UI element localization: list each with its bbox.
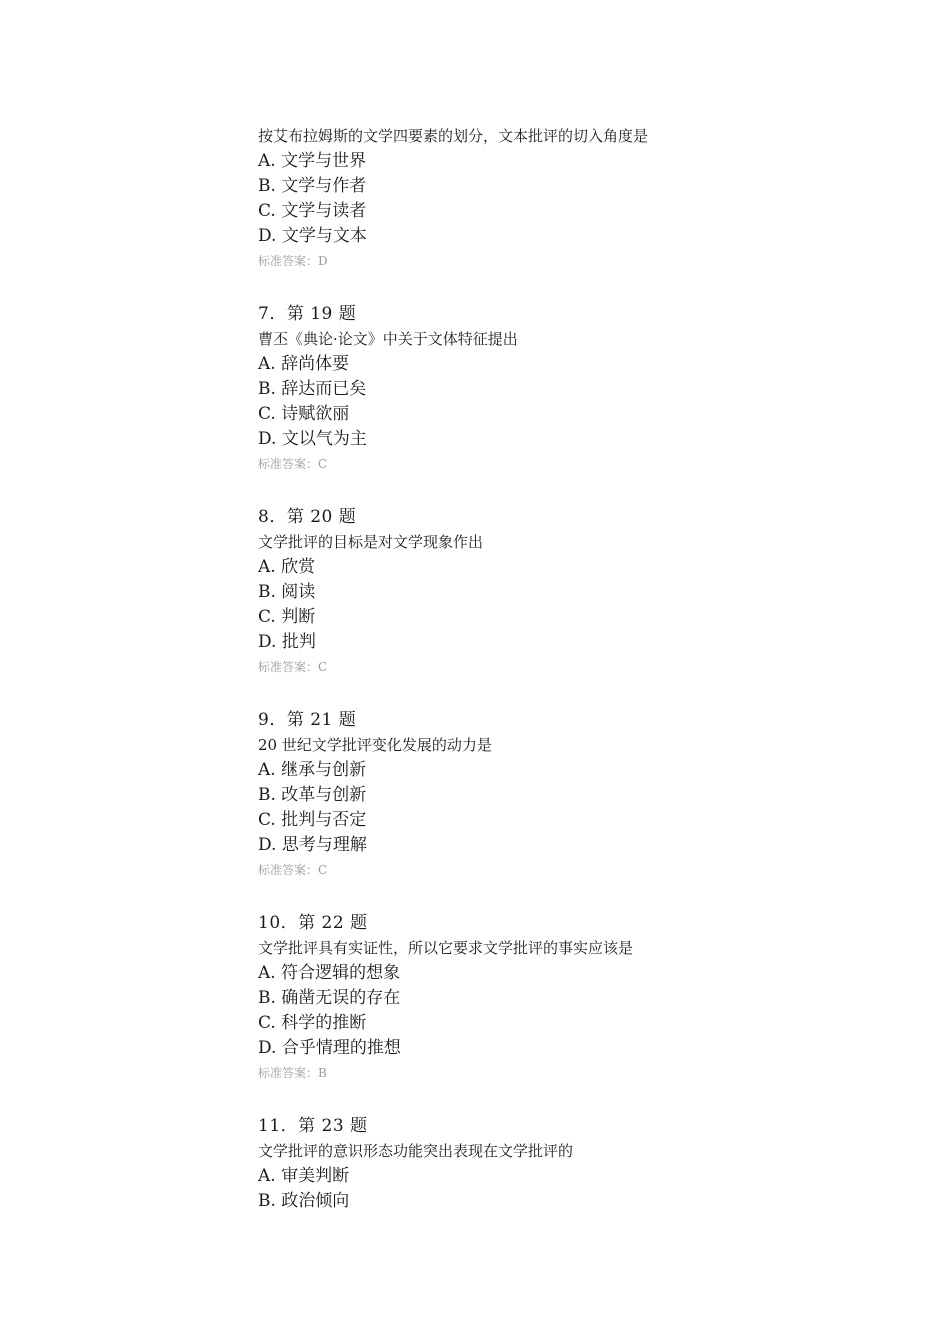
answer-label: 标准答案： [258,863,319,877]
question-block [258,124,898,274]
option-b: B. 确凿无误的存在 [258,988,401,1008]
question-stem: 文学批评的意识形态功能突出表现在文学批评的 [258,1142,574,1160]
option-b: B. 改革与创新 [258,785,367,805]
standard-answer [258,452,898,477]
question-stem: 文学批评的目标是对文学现象作出 [258,533,484,551]
option-a: A. 欣赏 [258,557,316,577]
option-a: A. 审美判断 [258,1166,350,1186]
option-d: D. 思考与理解 [258,835,367,855]
option-c: C. 科学的推断 [258,1013,367,1033]
option-a: A. 继承与创新 [258,760,367,780]
standard-answer [258,655,898,680]
question-stem: 文学批评具有实证性，所以它要求文学批评的事实应该是 [258,939,634,957]
standard-answer [258,1061,898,1086]
question-header: 7．第 19 题 [258,304,357,324]
option-c: C. 诗赋欲丽 [258,404,350,424]
option-d: D. 文以气为主 [258,429,367,449]
option-a: A. 符合逻辑的想象 [258,963,401,983]
option-c: C. 文学与读者 [258,201,367,221]
option-d: D. 文学与文本 [258,226,367,246]
option-d: D. 批判 [258,632,316,652]
question-block [258,911,898,1086]
option-d: D. 合乎情理的推想 [258,1038,401,1058]
answer-label: 标准答案： [258,254,319,268]
question-block [258,1114,898,1214]
question-block [258,708,898,883]
answer-label: 标准答案： [258,660,319,674]
answer-label: 标准答案： [258,457,319,471]
option-a: A. 文学与世界 [258,151,367,171]
answer-value: C [318,660,328,674]
option-b: B. 辞达而已矣 [258,379,367,399]
answer-value: B [318,1066,327,1080]
question-stem: 20 世纪文学批评变化发展的动力是 [258,736,492,754]
answer-label: 标准答案： [258,1066,319,1080]
question-header: 8．第 20 题 [258,507,357,527]
option-c: C. 判断 [258,607,316,627]
question-block [258,505,898,680]
option-a: A. 辞尚体要 [258,354,350,374]
question-stem: 按艾布拉姆斯的文学四要素的划分，文本批评的切入角度是 [258,127,649,145]
question-header: 9．第 21 题 [258,710,357,730]
question-header: 10．第 22 题 [258,913,368,933]
answer-value: C [318,457,328,471]
option-b: B. 阅读 [258,582,316,602]
standard-answer [258,858,898,883]
answer-value: C [318,863,328,877]
answer-value: D [318,254,328,268]
option-b: B. 政治倾向 [258,1191,350,1211]
question-header: 11．第 23 题 [258,1116,368,1136]
standard-answer [258,249,898,274]
question-block [258,302,898,477]
option-b: B. 文学与作者 [258,176,367,196]
option-c: C. 批判与否定 [258,810,367,830]
question-stem: 曹丕《典论·论文》中关于文体特征提出 [258,330,518,348]
